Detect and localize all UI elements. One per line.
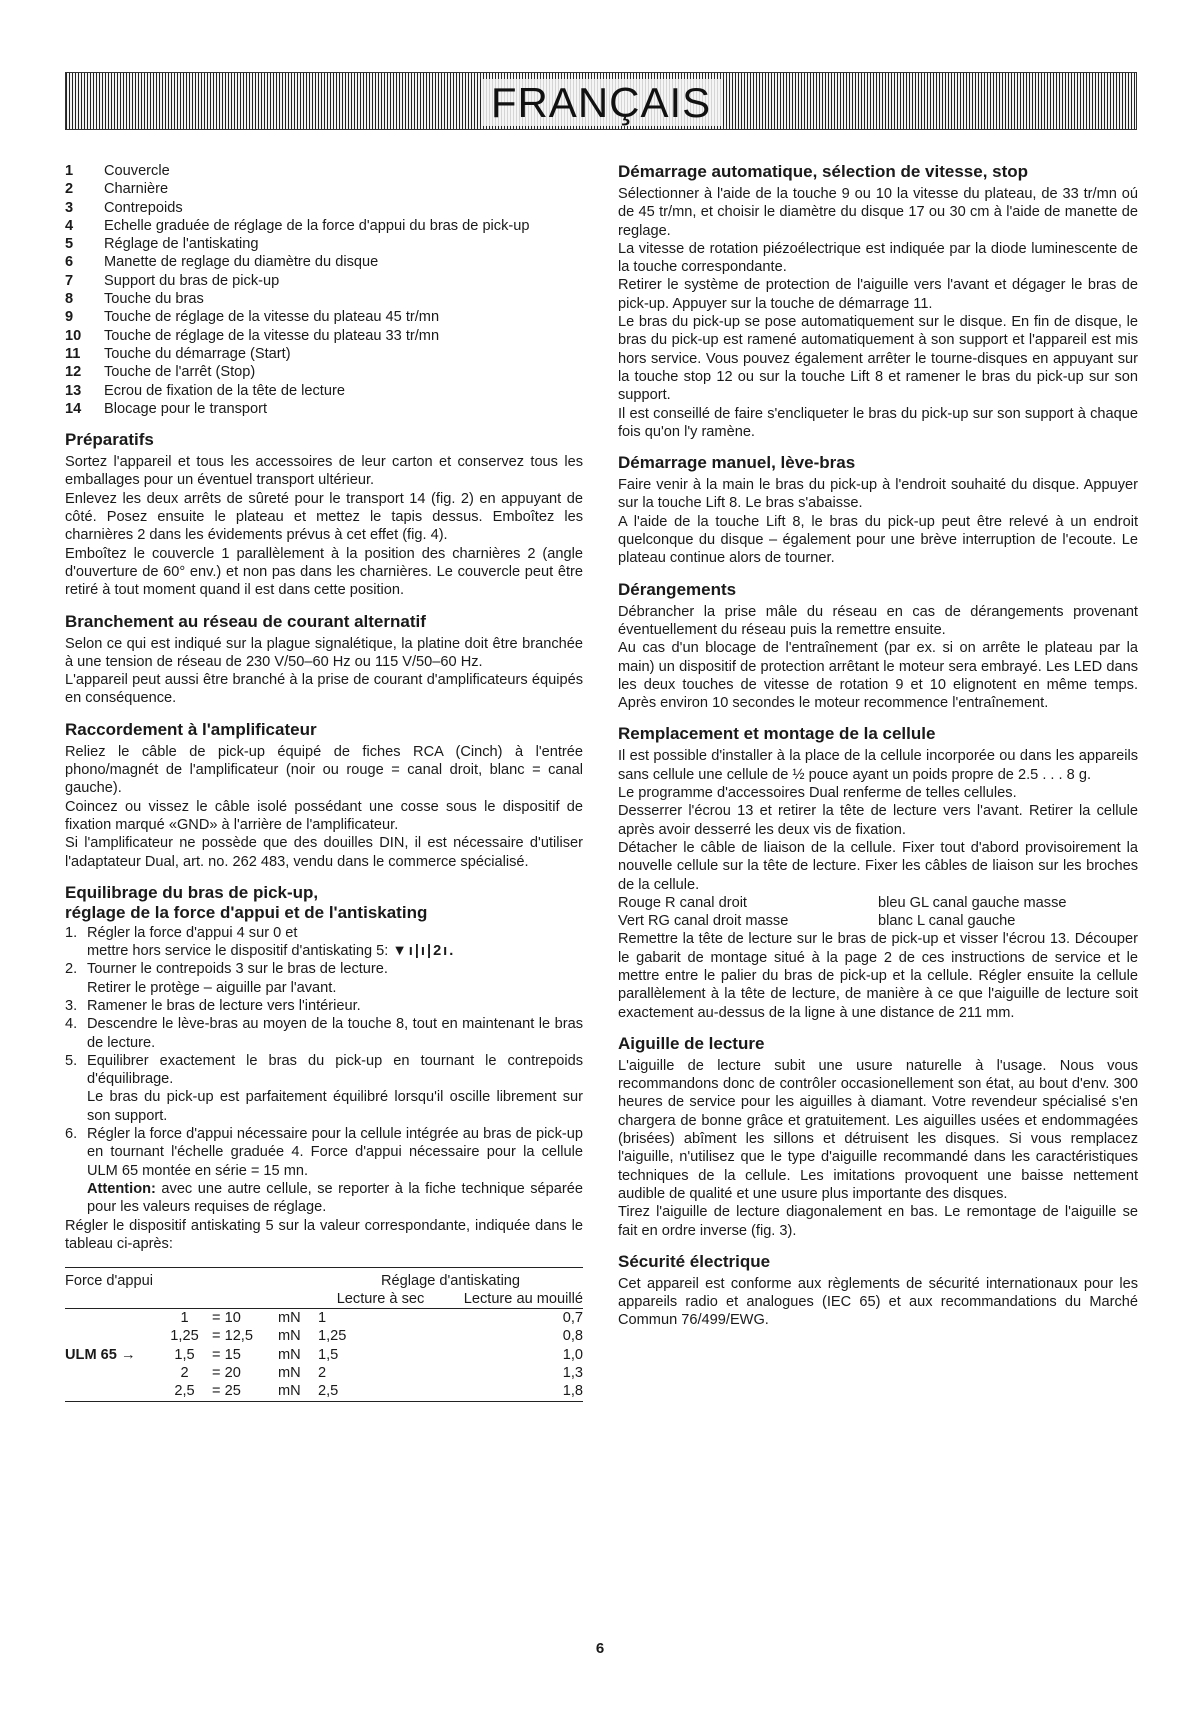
part-item [65, 400, 583, 418]
table-cell: 0,8 [562, 1328, 583, 1345]
paragraph: Régler le dispositif antiskating 5 sur la valeur correspondante, indiquée dans le tableau ci-après: [65, 1217, 583, 1252]
paragraph: Le programme d'accessoires Dual renferme de telles cellules. [618, 785, 1017, 802]
antiskating-table [65, 1267, 583, 1401]
step-text: Ramener le bras de lecture vers l'intérieur. [87, 997, 361, 1014]
wire-row [618, 894, 1138, 912]
part-label: Touche de l'arrêt (Stop) [104, 364, 256, 381]
table-cell: 2,5 [318, 1382, 443, 1401]
part-item [65, 180, 583, 198]
table-cell: mN [278, 1382, 318, 1401]
part-label: Manette de reglage du diamètre du disque [104, 254, 379, 271]
page-number: 6 [595, 1640, 605, 1657]
paragraph: Sortez l'appareil et tous les accessoires de leur carton et conservez tous les emballages pour un éventuel transport ultérieur. [65, 454, 583, 489]
part-label: Réglage de l'antiskating [104, 236, 259, 253]
section-title-stylus: Aiguille de lecture [618, 1033, 765, 1053]
table-cell: 1 [318, 1310, 327, 1327]
paragraph: Desserrer l'écrou 13 et retirer la tête de lecture vers l'avant. Retirer la cellule après avoir desserré les deux vis de fixation. [618, 803, 1138, 838]
table-cell: 1,25 [318, 1328, 347, 1345]
attention-label: Attention: [87, 1180, 156, 1197]
balance-title-line2: réglage de la force d'appui et de l'antiskating [65, 902, 428, 922]
paragraph: L'appareil peut aussi être branché à la prise de courant d'amplificateurs équipés en conséquence. [65, 672, 583, 707]
part-number: 1 [65, 163, 74, 179]
step-text: avec une autre cellule, se reporter à la fiche technique séparée pour les valeurs requises de réglage. [87, 1180, 583, 1216]
table-marker [65, 1309, 157, 1328]
paragraph: Tirez l'aiguille de lecture diagonalement en bas. Le remontage de l'aiguille se fait en ordre inverse (fig. 3). [618, 1204, 1138, 1239]
part-number: 7 [65, 272, 74, 289]
part-item [65, 217, 583, 235]
table-cell: 0,7 [562, 1310, 583, 1327]
part-label: Blocage pour le transport [104, 400, 268, 417]
section-title-safety: Sécurité électrique [618, 1251, 771, 1271]
table-header-wet: Lecture au mouillé [443, 1290, 583, 1309]
section-title-mains: Branchement au réseau de courant alternatif [65, 611, 426, 631]
section-title-manual-start: Démarrage manuel, lève-bras [618, 453, 856, 473]
right-column [618, 162, 1138, 1330]
part-number: 13 [65, 382, 82, 399]
table-cell: 1,0 [562, 1346, 583, 1363]
antiskating-symbol: ▼ı|ı|2ı. [392, 943, 456, 960]
paragraph: Retirer le système de protection de l'aiguille vers l'avant et dégager le bras de pick-up. Appuyer sur la touche de démarrage 11. [618, 277, 1138, 312]
table-cell: = 10 [212, 1310, 241, 1327]
table-cell: 1,5 [174, 1346, 195, 1363]
part-label: Touche du bras [104, 291, 204, 308]
part-item [65, 327, 583, 345]
table-header-dry: Lecture à sec [318, 1290, 443, 1309]
step-text: Régler la force d'appui nécessaire pour la cellule intégrée au bras de pick-up en tournant l'échelle graduée 4. Force d'appui nécessaire pour la cellule ULM 65 montée en série = 15 mn. [87, 1126, 583, 1179]
part-item [65, 162, 583, 180]
table-header-antiskating: Réglage d'antiskating [318, 1268, 583, 1291]
step-item: 1. Régler la force d'appui 4 sur 0 et mettre hors service le dispositif d'antiskating 5: ▼ı|ı|2ı. [65, 924, 583, 961]
part-number: 9 [65, 309, 74, 326]
paragraph: Il est possible d'installer à la place de la cellule incorporée ou dans les appareils sans cellule une cellule de ½ pouce ayant un poids propre de 2.5 . . . 8 g. [618, 748, 1138, 783]
table-cell: 2 [180, 1365, 189, 1382]
wire-label: Vert RG canal droit masse [618, 913, 789, 930]
table-row [65, 1346, 583, 1364]
balance-steps [65, 924, 583, 1217]
table-cell: 1 [180, 1310, 189, 1327]
table-cell: = 25 [212, 1382, 278, 1401]
table-cell: mN [278, 1346, 301, 1363]
part-number: 2 [65, 181, 74, 198]
section-title-faults: Dérangements [618, 579, 737, 599]
part-label: Echelle graduée de réglage de la force d'appui du bras de pick-up [104, 217, 530, 234]
step-text: Retirer le protège – aiguille par l'avant. [87, 979, 337, 996]
parts-list [65, 162, 583, 418]
table-cell: 1,25 [170, 1328, 199, 1345]
balance-title-line1: Equilibrage du bras de pick-up, [65, 882, 319, 902]
table-row [65, 1327, 583, 1345]
wire-label: Rouge R canal droit [618, 894, 747, 911]
language-banner [65, 72, 1137, 130]
step-item: 5. Equilibrer exactement le bras du pick-up en tournant le contrepoids d'équilibrage. Le bras du pick-up est parfaitement équilibré lorsqu'il oscille librement sur son support. [65, 1052, 583, 1124]
paragraph: Détacher le câble de liaison de la cellule. Fixer tout d'abord provisoirement la nouvelle cellule sur la tête de lecture. Fixer les câbles de liaison sur les broches de la cellule. [618, 839, 1138, 893]
part-number: 12 [65, 364, 82, 381]
part-number: 3 [65, 199, 74, 216]
step-text: Descendre le lève-bras au moyen de la touche 8, tout en maintenant le bras de lecture. [87, 1016, 583, 1051]
paragraph: Faire venir à la main le bras du pick-up à l'endroit souhaité du disque. Appuyer sur la touche Lift 8. Le bras s'abaisse. [618, 477, 1138, 512]
step-item: 4. Descendre le lève-bras au moyen de la touche 8, tout en maintenant le bras de lecture. [65, 1016, 583, 1051]
wire-row [618, 912, 1138, 930]
paragraph: Débrancher la prise mâle du réseau en cas de dérangements provenant éventuellement du réseau puis la remettre ensuite. [618, 603, 1138, 638]
part-item [65, 382, 583, 400]
table-cell: = 12,5 [212, 1328, 253, 1345]
part-number: 4 [65, 217, 74, 234]
part-number: 14 [65, 400, 82, 417]
table-cell: = 15 [212, 1346, 241, 1363]
paragraph: Enlevez les deux arrêts de sûreté pour le transport 14 (fig. 2) en appuyant de côté. Posez ensuite le plateau et mettez le tapis dessus. Emboîtez les charnières 2 dans les évidements prévus à cet effet (fig. 4). [65, 490, 583, 544]
step-text: Tourner le contrepoids 3 sur le bras de lecture. [87, 961, 388, 978]
paragraph: Il est conseillé de faire s'encliqueter le bras du pick-up sur son support à chaque fois qu'on l'y ramène. [618, 405, 1138, 440]
wire-label: blanc L canal gauche [878, 913, 1016, 930]
table-cell: mN [278, 1310, 301, 1327]
table-cell: mN [278, 1328, 301, 1345]
step-text: Equilibrer exactement le bras du pick-up en tournant le contrepoids d'équilibrage. [87, 1052, 583, 1088]
table-marker [65, 1364, 157, 1382]
section-title-balance [65, 883, 583, 923]
table-row [65, 1364, 583, 1382]
part-label: Contrepoids [104, 199, 183, 216]
paragraph: Cet appareil est conforme aux règlements de sécurité internationaux pour les appareils radio et analogues (IEC 65) et aux recommandations du Marché Commun 76/499/EWG. [618, 1275, 1138, 1329]
part-label: Charnière [104, 181, 169, 198]
table-cell: 1,8 [443, 1382, 583, 1401]
part-item [65, 235, 583, 253]
paragraph: Au cas d'un blocage de l'entraînement (par ex. si on arrête le plateau par la main) un dispositif de protection arrêtant le moteur sera embrayé. Les LED dans les deux touches de vitesse de rotation 9 et 10 elignotent en même temps. Après environ 10 secondes le moteur recommence l'entraînement. [618, 640, 1138, 712]
paragraph: Selon ce qui est indiqué sur la plague signalétique, la platine doit être branchée à une tension de réseau de 230 V/50–60 Hz ou 115 V/50–60 Hz. [65, 635, 583, 670]
step-text: Régler la force d'appui 4 sur 0 et [87, 924, 298, 941]
table-cell: 1,5 [318, 1346, 339, 1363]
part-item [65, 363, 583, 381]
table-cell: 1,3 [562, 1365, 583, 1382]
part-number: 5 [65, 236, 74, 253]
table-row [65, 1309, 583, 1328]
paragraph: Le bras du pick-up se pose automatiquement sur le disque. En fin de disque, le bras du pick-up est ramené automatiquement à son support et l'appareil est mis hors service. Vous pouvez également arrêter le tourne-disques en appuyant sur la touche stop 12 ou sur la touche Lift 8 et ramener le bras du pick-up sur son support. [618, 314, 1138, 404]
table-body [65, 1309, 583, 1401]
table-marker [65, 1382, 157, 1401]
paragraph: A l'aide de la touche Lift 8, le bras du pick-up peut être relevé à un endroit quelconque du disque – également pour une brève interruption de l'ecoute. Le plateau continue alors de tourner. [618, 513, 1138, 567]
step-item: 6. Régler la force d'appui nécessaire pour la cellule intégrée au bras de pick-up en tournant l'échelle graduée 4. Force d'appui nécessaire pour la cellule ULM 65 montée en série = 15 mn. Attention: avec une autre cellule, se reporter à la fiche technique séparée pour les valeurs requises de réglage. [65, 1126, 583, 1216]
wire-label: bleu GL canal gauche masse [878, 894, 1067, 911]
banner-title: FRANÇAIS [481, 79, 721, 126]
part-number: 11 [65, 345, 81, 362]
table-cell: 2 [318, 1365, 327, 1382]
paragraph: L'aiguille de lecture subit une usure naturelle à l'usage. Nous vous recommandons donc de contrôler occasionellement son état, au bout d'env. 300 heures de service pour les aiguilles à diamant. Votre revendeur spécialisé s'en chargera de bonne grâce et gratuitement. Les aiguilles usées et endommagées (brisées) abîment les sillons et détruisent les disques. Si vous remplacez l'aiguille, n'utilisez que le type d'aiguille recommandé dans les caractéristiques techniques de la cellule. Les imitations provoquent une baisse nettement audible de qualité et une usure plus importante des disques. [618, 1057, 1138, 1202]
step-item: 3. Ramener le bras de lecture vers l'intérieur. [65, 997, 583, 1015]
part-label: Ecrou de fixation de la tête de lecture [104, 382, 345, 399]
section-title-amplifier: Raccordement à l'amplificateur [65, 719, 317, 739]
part-number: 6 [65, 254, 74, 271]
part-label: Touche de réglage de la vitesse du plateau 45 tr/mn [104, 309, 440, 326]
part-item [65, 199, 583, 217]
paragraph: La vitesse de rotation piézoélectrique est indiquée par la diode luminescente de la touche correspondante. [618, 240, 1138, 276]
section-title-preparatifs: Préparatifs [65, 430, 154, 450]
paragraph: Remettre la tête de lecture sur le bras de pick-up et visser l'écrou 13. Découper le gabarit de montage situé à la page 2 de ces instructions de service et le mettre entre le palier du bras de pick-up et la cellule. Régler ensuite la cellule parallèlement à la tête de lecture, de manière à ce que l'aiguille de lecture soit exactement au-dessus de la ligne à une distance de 211 mm. [618, 931, 1138, 1021]
step-text: mettre hors service le dispositif d'antiskating 5: [87, 943, 389, 960]
step-text: Le bras du pick-up est parfaitement équilibré lorsqu'il oscille librement sur son support. [87, 1089, 583, 1124]
table-marker [65, 1327, 157, 1345]
part-item [65, 290, 583, 308]
table-cell: mN [278, 1365, 301, 1382]
part-label: Touche du démarrage (Start) [104, 345, 291, 362]
table-row [65, 1382, 583, 1401]
part-label: Couvercle [104, 163, 170, 179]
table-header-force: Force d'appui [65, 1268, 318, 1291]
part-item [65, 308, 583, 326]
part-item [65, 345, 583, 363]
part-item [65, 253, 583, 271]
table-cell: = 20 [212, 1365, 241, 1382]
paragraph: Si l'amplificateur ne possède que des douilles DIN, il est nécessaire d'utiliser l'adaptateur Dual, art. no. 262 483, vendu dans le commerce spécialisé. [65, 835, 583, 870]
step-item: 2. Tourner le contrepoids 3 sur le bras de lecture. Retirer le protège – aiguille par l'avant. [65, 960, 583, 997]
paragraph: Emboîtez le couvercle 1 parallèlement à la position des charnières 2 (angle d'ouverture de 60° env.) et non pas dans les charnières. Le couvercle peut être retiré à tout moment quand il est dans cette position. [65, 545, 583, 599]
left-column [65, 162, 583, 1402]
part-label: Touche de réglage de la vitesse du plateau 33 tr/mn [104, 327, 440, 344]
part-number: 10 [65, 327, 82, 344]
table-cell: 2,5 [157, 1382, 212, 1401]
section-title-cartridge: Remplacement et montage de la cellule [618, 724, 936, 744]
paragraph: Reliez le câble de pick-up équipé de fiches RCA (Cinch) à l'entrée phono/magnét de l'amplificateur (noir ou rouge = canal droit, blanc = canal gauche). [65, 743, 583, 797]
section-title-auto-start: Démarrage automatique, sélection de vitesse, stop [618, 162, 1029, 181]
part-number: 8 [65, 291, 74, 308]
paragraph: Coincez ou vissez le câble isolé possédant une cosse sous le dispositif de fixation marqué «GND» à l'arrière de l'amplificateur. [65, 798, 583, 833]
part-label: Support du bras de pick-up [104, 272, 280, 289]
table-marker: ULM 65 → [65, 1346, 136, 1363]
part-item [65, 272, 583, 290]
paragraph: Sélectionner à l'aide de la touche 9 ou 10 la vitesse du plateau, de 33 tr/mn oú de 45 tr/mn, et choisir le diamètre du disque 17 ou 30 cm à l'aide de manette de reglage. [618, 186, 1138, 239]
